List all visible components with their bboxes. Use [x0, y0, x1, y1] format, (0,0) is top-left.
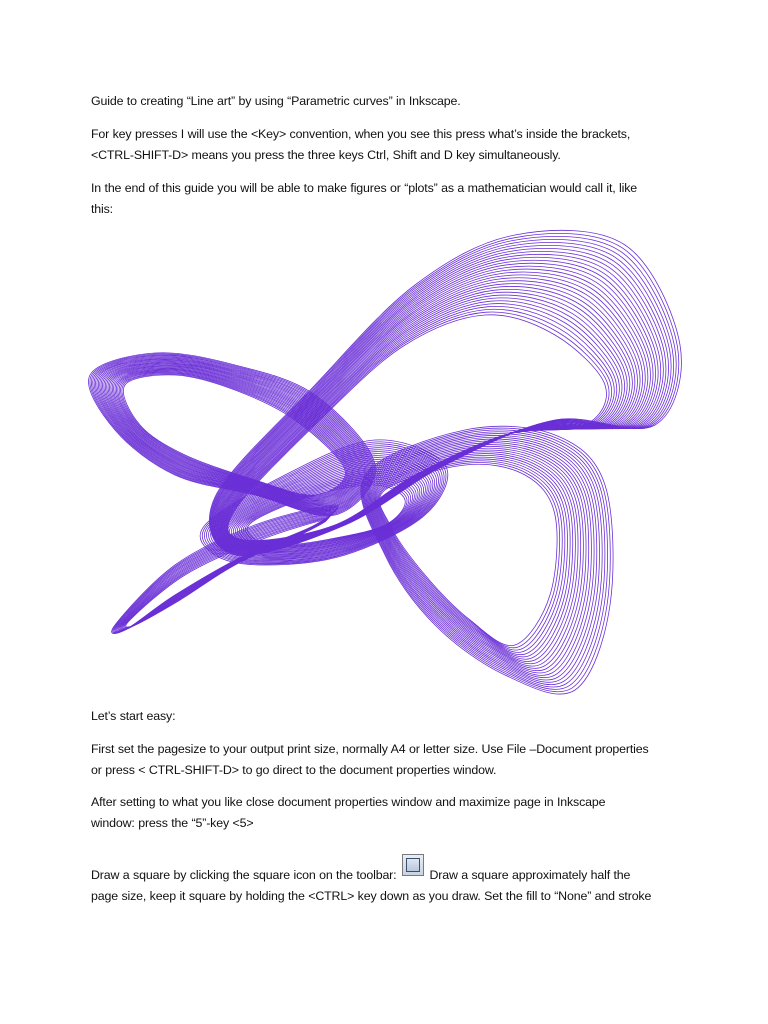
parametric-line-art-figure: [85, 225, 690, 700]
plot-lobe-lower-right: [361, 426, 613, 694]
keypress-line-2: <CTRL-SHIFT-D> means you press the three keys Ctrl, Shift and D key simultaneously.: [91, 148, 561, 162]
draw-square-paragraph: [91, 862, 691, 907]
guide-title-text: Guide to creating “Line art” by using “Parametric curves” in Inkscape.: [91, 94, 461, 108]
maximize-line-1: After setting to what you like close document properties window and maximize page in Inkscape: [91, 795, 606, 809]
start-easy-paragraph: [91, 706, 691, 727]
keypress-convention-paragraph: [91, 124, 691, 166]
end-guide-line-2: this:: [91, 202, 113, 216]
maximize-page-paragraph: [91, 792, 691, 834]
square-tool-icon-inner: [406, 858, 420, 872]
end-of-guide-paragraph: [91, 178, 691, 220]
draw-line-1-before: Draw a square by clicking the square icon on the toolbar:: [91, 868, 400, 882]
draw-line-1-after: Draw a square approximately half the: [425, 868, 631, 882]
maximize-line-2: window: press the “5”-key <5>: [91, 816, 254, 830]
draw-line-2: page size, keep it square by holding the <CTRL> key down as you draw. Set the fill to “None” and stroke: [91, 889, 652, 903]
guide-title-paragraph: [91, 91, 691, 112]
draw-line-1: [91, 862, 691, 886]
page-size-line-2: or press < CTRL-SHIFT-D> to go direct to the document properties window.: [91, 763, 497, 777]
plot-lobe-lower-right-curve: [378, 462, 559, 647]
start-easy-text: Let’s start easy:: [91, 709, 176, 723]
plot-lobe-upper-right-curve: [213, 245, 669, 553]
page-size-paragraph: [91, 739, 691, 781]
square-tool-icon: [402, 854, 424, 876]
keypress-line-1: For key presses I will use the <Key> convention, when you see this press what’s inside the brackets,: [91, 127, 631, 141]
end-guide-line-1: In the end of this guide you will be able to make figures or “plots” as a mathematician would call it, like: [91, 181, 638, 195]
page-size-line-1: First set the pagesize to your output print size, normally A4 or letter size. Use File –Document properties: [91, 742, 649, 756]
